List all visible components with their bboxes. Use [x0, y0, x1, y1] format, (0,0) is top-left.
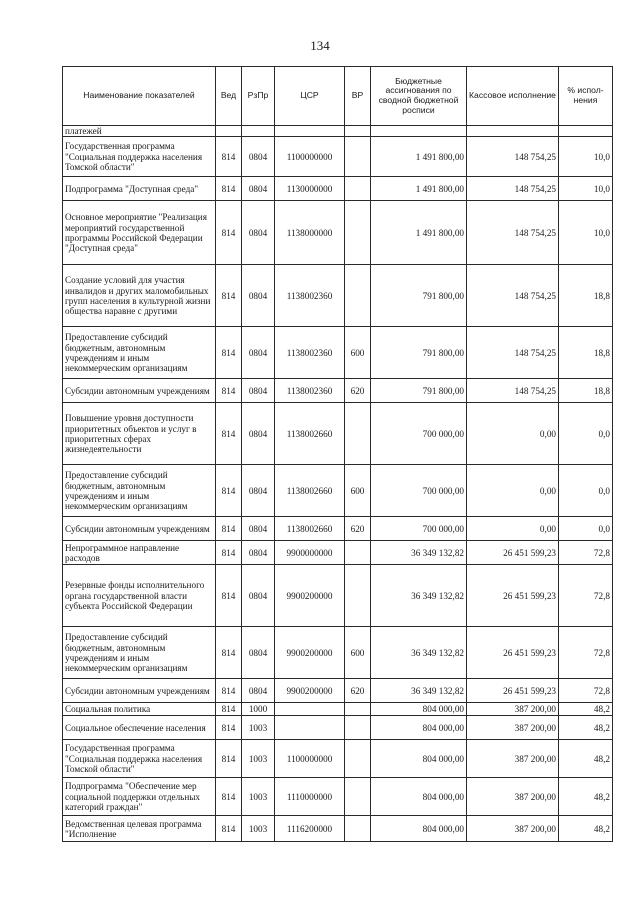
cell-execution-percent: 10,0 — [559, 137, 613, 177]
cell-cash-execution: 387 200,00 — [467, 716, 559, 740]
cell-vr: 620 — [345, 517, 371, 541]
table-row — [63, 403, 613, 465]
cell-name: Государственная программа "Социальная поддержка населения Томской области" — [63, 137, 216, 177]
cell-ved: 814 — [216, 716, 242, 740]
cell-vr: 600 — [345, 327, 371, 379]
cell-name: Социальная политика — [63, 703, 216, 716]
cell-ved — [216, 126, 242, 137]
cell-ved: 814 — [216, 679, 242, 703]
cell-ved: 814 — [216, 137, 242, 177]
cell-name: Социальное обеспечение населения — [63, 716, 216, 740]
table-row — [63, 541, 613, 565]
table-row — [63, 177, 613, 201]
cell-vr — [345, 201, 371, 265]
table-row — [63, 679, 613, 703]
table-row — [63, 126, 613, 137]
cell-rzpr: 0804 — [242, 403, 275, 465]
table-row — [63, 465, 613, 517]
cell-rzpr: 1003 — [242, 716, 275, 740]
cell-cash-execution: 26 451 599,23 — [467, 541, 559, 565]
cell-execution-percent: 0,0 — [559, 403, 613, 465]
cell-csr: 9900200000 — [275, 627, 345, 679]
cell-cash-execution: 26 451 599,23 — [467, 679, 559, 703]
cell-ved: 814 — [216, 627, 242, 679]
cell-rzpr: 0804 — [242, 541, 275, 565]
cell-cash-execution: 387 200,00 — [467, 740, 559, 778]
cell-ved: 814 — [216, 541, 242, 565]
cell-execution-percent: 72,8 — [559, 541, 613, 565]
cell-vr — [345, 541, 371, 565]
cell-assignments: 700 000,00 — [371, 517, 467, 541]
cell-ved: 814 — [216, 816, 242, 842]
table-row — [63, 716, 613, 740]
cell-rzpr: 0804 — [242, 465, 275, 517]
table-row — [63, 778, 613, 816]
header-csr: ЦСР — [275, 67, 345, 126]
cell-csr: 1100000000 — [275, 137, 345, 177]
cell-name: платежей — [63, 126, 216, 137]
cell-rzpr: 0804 — [242, 627, 275, 679]
cell-cash-execution: 148 754,25 — [467, 177, 559, 201]
cell-rzpr: 0804 — [242, 265, 275, 327]
cell-assignments: 791 800,00 — [371, 265, 467, 327]
cell-csr — [275, 716, 345, 740]
cell-ved: 814 — [216, 703, 242, 716]
cell-name: Ведомственная целевая программа "Исполнение — [63, 816, 216, 842]
cell-execution-percent: 48,2 — [559, 703, 613, 716]
cell-execution-percent: 0,0 — [559, 517, 613, 541]
cell-vr — [345, 740, 371, 778]
header-ved: Вед — [216, 67, 242, 126]
cell-name: Предоставление субсидий бюджетным, автономным учреждениям и иным некоммерческим организациям — [63, 627, 216, 679]
table-row — [63, 517, 613, 541]
cell-rzpr: 0804 — [242, 327, 275, 379]
budget-execution-table — [62, 66, 613, 842]
cell-assignments — [371, 126, 467, 137]
cell-assignments: 791 800,00 — [371, 379, 467, 403]
table-row — [63, 816, 613, 842]
cell-ved: 814 — [216, 177, 242, 201]
cell-csr: 9900000000 — [275, 541, 345, 565]
cell-csr: 1138002360 — [275, 327, 345, 379]
cell-vr — [345, 816, 371, 842]
cell-assignments: 36 349 132,82 — [371, 627, 467, 679]
cell-execution-percent: 48,2 — [559, 740, 613, 778]
cell-cash-execution: 387 200,00 — [467, 816, 559, 842]
cell-csr: 1138002660 — [275, 403, 345, 465]
cell-vr — [345, 778, 371, 816]
cell-assignments: 804 000,00 — [371, 778, 467, 816]
cell-assignments: 36 349 132,82 — [371, 565, 467, 627]
cell-vr — [345, 716, 371, 740]
cell-execution-percent: 10,0 — [559, 177, 613, 201]
cell-csr: 1138002360 — [275, 265, 345, 327]
header-rzpr: РзПр — [242, 67, 275, 126]
cell-rzpr — [242, 126, 275, 137]
cell-assignments: 1 491 800,00 — [371, 137, 467, 177]
cell-cash-execution: 148 754,25 — [467, 265, 559, 327]
cell-assignments: 700 000,00 — [371, 403, 467, 465]
table-row — [63, 627, 613, 679]
cell-cash-execution: 0,00 — [467, 517, 559, 541]
cell-assignments: 804 000,00 — [371, 740, 467, 778]
cell-execution-percent: 18,8 — [559, 327, 613, 379]
cell-ved: 814 — [216, 201, 242, 265]
cell-assignments: 804 000,00 — [371, 703, 467, 716]
cell-name: Государственная программа "Социальная поддержка населения Томской области" — [63, 740, 216, 778]
cell-cash-execution: 26 451 599,23 — [467, 565, 559, 627]
cell-assignments: 804 000,00 — [371, 816, 467, 842]
cell-csr: 9900200000 — [275, 679, 345, 703]
cell-execution-percent: 48,2 — [559, 778, 613, 816]
cell-rzpr: 0804 — [242, 379, 275, 403]
cell-assignments: 36 349 132,82 — [371, 679, 467, 703]
cell-execution-percent: 72,8 — [559, 627, 613, 679]
cell-ved: 814 — [216, 565, 242, 627]
cell-execution-percent: 72,8 — [559, 565, 613, 627]
cell-csr: 1138000000 — [275, 201, 345, 265]
page-number: 134 — [310, 38, 330, 53]
cell-assignments: 36 349 132,82 — [371, 541, 467, 565]
cell-csr — [275, 703, 345, 716]
cell-name: Создание условий для участия инвалидов и других маломобильных групп населения в культурной жизни общества наравне с другими — [63, 265, 216, 327]
cell-rzpr: 0804 — [242, 137, 275, 177]
cell-assignments: 804 000,00 — [371, 716, 467, 740]
cell-name: Подпрограмма "Обеспечение мер социальной поддержки отдельных категорий граждан" — [63, 778, 216, 816]
table-row — [63, 327, 613, 379]
cell-rzpr: 1003 — [242, 778, 275, 816]
cell-name: Субсидии автономным учреждениям — [63, 679, 216, 703]
cell-vr: 600 — [345, 627, 371, 679]
table-row — [63, 565, 613, 627]
header-assignments: Бюджетные ассигнования по сводной бюджетной росписи — [371, 67, 467, 126]
cell-name: Резервные фонды исполнительного органа государственной власти субъекта Российской Федерации — [63, 565, 216, 627]
cell-vr — [345, 177, 371, 201]
cell-name: Субсидии автономным учреждениям — [63, 517, 216, 541]
cell-name: Субсидии автономным учреждениям — [63, 379, 216, 403]
cell-ved: 814 — [216, 379, 242, 403]
cell-vr: 620 — [345, 679, 371, 703]
cell-vr — [345, 703, 371, 716]
cell-vr — [345, 126, 371, 137]
cell-rzpr: 0804 — [242, 177, 275, 201]
cell-ved: 814 — [216, 517, 242, 541]
cell-name: Предоставление субсидий бюджетным, автономным учреждениям и иным некоммерческим организациям — [63, 327, 216, 379]
cell-execution-percent: 10,0 — [559, 201, 613, 265]
header-name: Наименование показателей — [63, 67, 216, 126]
cell-ved: 814 — [216, 403, 242, 465]
cell-cash-execution: 0,00 — [467, 403, 559, 465]
cell-cash-execution: 148 754,25 — [467, 201, 559, 265]
cell-assignments: 700 000,00 — [371, 465, 467, 517]
table-header-row — [63, 67, 613, 126]
cell-csr: 1138002660 — [275, 517, 345, 541]
cell-ved: 814 — [216, 465, 242, 517]
cell-rzpr: 1003 — [242, 740, 275, 778]
cell-vr — [345, 565, 371, 627]
cell-vr — [345, 265, 371, 327]
cell-cash-execution: 148 754,25 — [467, 327, 559, 379]
cell-rzpr: 0804 — [242, 517, 275, 541]
header-execution-percent: % испол-нения — [559, 67, 613, 126]
cell-cash-execution: 387 200,00 — [467, 778, 559, 816]
cell-cash-execution: 387 200,00 — [467, 703, 559, 716]
cell-csr: 1138002660 — [275, 465, 345, 517]
cell-vr: 600 — [345, 465, 371, 517]
table-row — [63, 137, 613, 177]
cell-execution-percent: 18,8 — [559, 379, 613, 403]
cell-assignments: 1 491 800,00 — [371, 201, 467, 265]
table-row — [63, 703, 613, 716]
cell-ved: 814 — [216, 778, 242, 816]
cell-csr: 1110000000 — [275, 778, 345, 816]
cell-rzpr: 1003 — [242, 816, 275, 842]
cell-execution-percent: 48,2 — [559, 816, 613, 842]
header-cash-execution: Кассовое исполнение — [467, 67, 559, 126]
cell-vr: 620 — [345, 379, 371, 403]
table-row — [63, 740, 613, 778]
cell-execution-percent: 18,8 — [559, 265, 613, 327]
cell-execution-percent: 0,0 — [559, 465, 613, 517]
table-row — [63, 201, 613, 265]
cell-ved: 814 — [216, 740, 242, 778]
cell-csr: 1130000000 — [275, 177, 345, 201]
cell-assignments: 1 491 800,00 — [371, 177, 467, 201]
header-vr: ВР — [345, 67, 371, 126]
cell-execution-percent — [559, 126, 613, 137]
cell-vr — [345, 137, 371, 177]
cell-csr: 1138002360 — [275, 379, 345, 403]
cell-ved: 814 — [216, 265, 242, 327]
cell-execution-percent: 48,2 — [559, 716, 613, 740]
cell-execution-percent: 72,8 — [559, 679, 613, 703]
cell-csr: 1116200000 — [275, 816, 345, 842]
cell-rzpr: 1000 — [242, 703, 275, 716]
table-row — [63, 379, 613, 403]
cell-rzpr: 0804 — [242, 679, 275, 703]
cell-csr: 1100000000 — [275, 740, 345, 778]
cell-name: Основное мероприятие "Реализация мероприятий государственной программы Российской Федерации "Доступная среда" — [63, 201, 216, 265]
cell-name: Подпрограмма "Доступная среда" — [63, 177, 216, 201]
cell-cash-execution: 148 754,25 — [467, 379, 559, 403]
cell-name: Непрограммное направление расходов — [63, 541, 216, 565]
cell-assignments: 791 800,00 — [371, 327, 467, 379]
cell-cash-execution: 26 451 599,23 — [467, 627, 559, 679]
cell-rzpr: 0804 — [242, 201, 275, 265]
table-row — [63, 265, 613, 327]
cell-cash-execution: 148 754,25 — [467, 137, 559, 177]
cell-ved: 814 — [216, 327, 242, 379]
cell-cash-execution — [467, 126, 559, 137]
cell-csr: 9900200000 — [275, 565, 345, 627]
cell-rzpr: 0804 — [242, 565, 275, 627]
cell-name: Предоставление субсидий бюджетным, автономным учреждениям и иным некоммерческим организациям — [63, 465, 216, 517]
cell-csr — [275, 126, 345, 137]
cell-name: Повышение уровня доступности приоритетных объектов и услуг в приоритетных сферах жизнедеятельности — [63, 403, 216, 465]
cell-cash-execution: 0,00 — [467, 465, 559, 517]
cell-vr — [345, 403, 371, 465]
